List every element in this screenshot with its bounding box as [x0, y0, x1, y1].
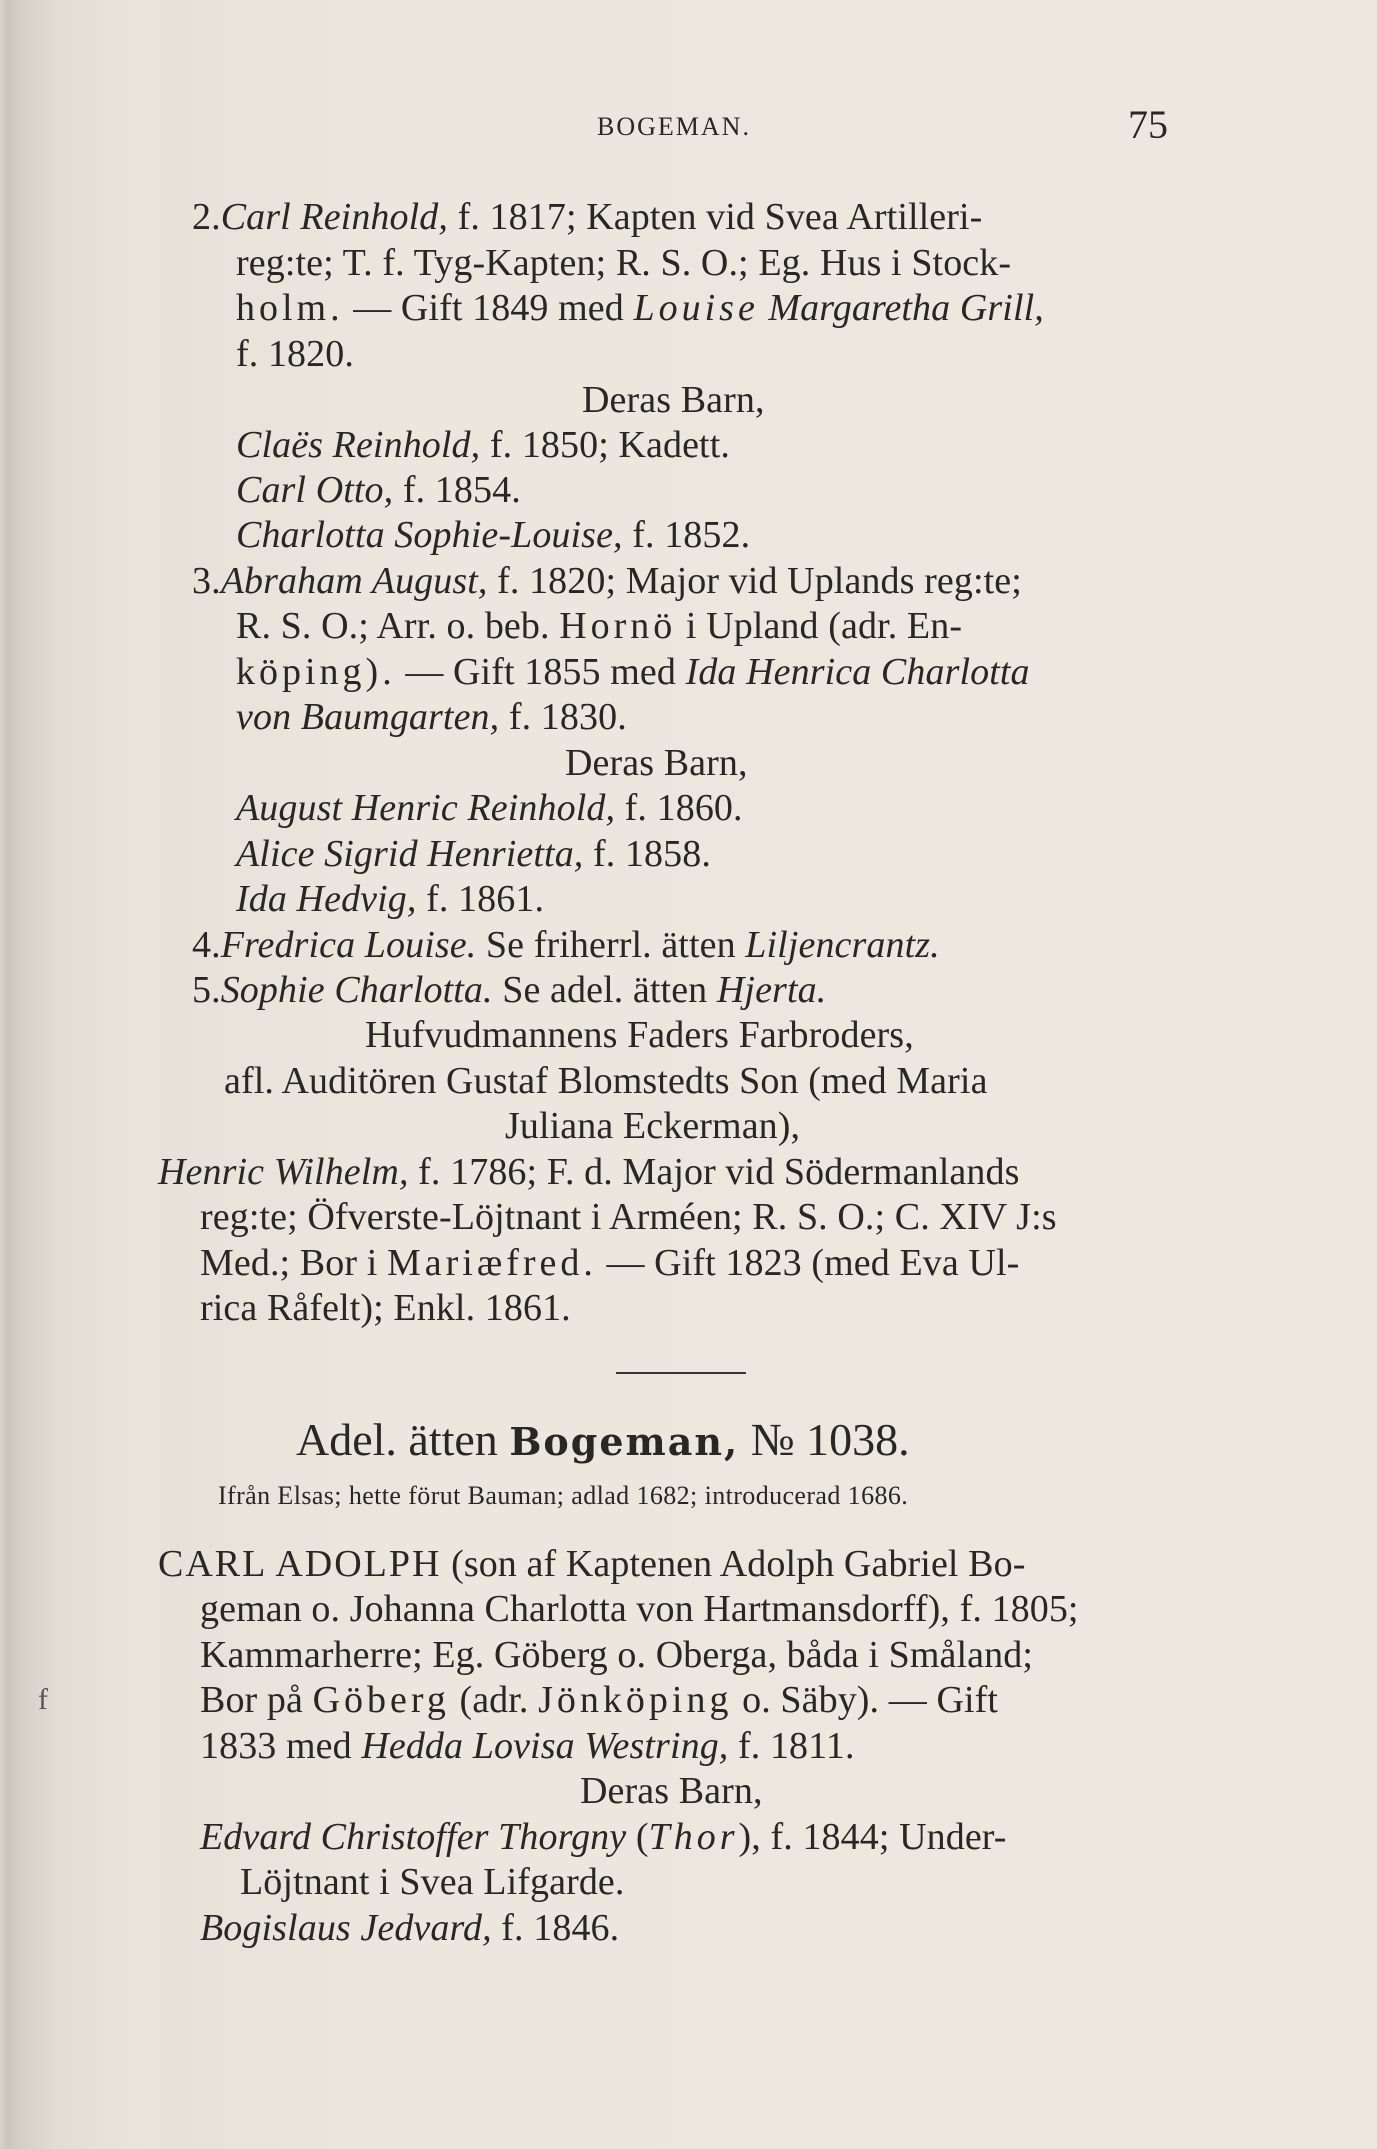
entry-4: 4.Fredrica Louise. Se friherrl. ätten Liljencrantz. [192, 924, 940, 966]
entry-3-line-1: 3.Abraham August, f. 1820; Major vid Uplands reg:te; [192, 560, 1022, 602]
carl-line-4: Bor på Göberg (adr. Jönköping o. Säby). — Gift [200, 1679, 999, 1721]
child-line: Claës Reinhold, f. 1850; Kadett. [236, 424, 730, 466]
child-line: Ida Hedvig, f. 1861. [236, 878, 545, 920]
entry-5: 5.Sophie Charlotta. Se adel. ätten Hjerta. [192, 969, 827, 1011]
child-line: Bogislaus Jedvard, f. 1846. [200, 1907, 620, 1949]
entry-3-line-2: R. S. O.; Arr. o. beb. Hornö i Upland (adr. En- [236, 605, 963, 647]
hufvud-line-7: rica Råfelt); Enkl. 1861. [200, 1287, 571, 1329]
hufvud-line-4: Henric Wilhelm, f. 1786; F. d. Major vid Södermanlands [158, 1151, 1020, 1193]
carl-line-5: 1833 med Hedda Lovisa Westring, f. 1811. [200, 1725, 855, 1767]
carl-line-3: Kammarherre; Eg. Göberg o. Oberga, båda i Småland; [200, 1634, 1034, 1676]
entry-2-line-2: reg:te; T. f. Tyg-Kapten; R. S. O.; Eg. Hus i Stock- [236, 242, 1012, 284]
entry-3-line-3: köping). — Gift 1855 med Ida Henrica Charlotta [236, 651, 1030, 693]
barn-heading-1: Deras Barn, [582, 379, 765, 421]
hufvud-line-6: Med.; Bor i Mariæfred. — Gift 1823 (med Eva Ul- [200, 1242, 1020, 1284]
carl-line-2: geman o. Johanna Charlotta von Hartmansdorff), f. 1805; [200, 1588, 1079, 1630]
child-line: Alice Sigrid Henrietta, f. 1858. [236, 833, 711, 875]
section-title: Adel. ätten Bogeman, № 1038. [296, 1414, 910, 1465]
hufvud-line-1: Hufvudmannens Faders Farbroders, [365, 1014, 914, 1056]
page-number: 75 [1128, 102, 1168, 147]
barn-heading-2: Deras Barn, [565, 742, 748, 784]
hufvud-line-3: Juliana Eckerman), [505, 1105, 801, 1147]
entry-2-line-4: f. 1820. [236, 333, 354, 375]
entry-3-line-4: von Baumgarten, f. 1830. [236, 696, 627, 738]
hufvud-line-2: afl. Auditören Gustaf Blomstedts Son (med Maria [224, 1060, 988, 1102]
child-line-continuation: Löjtnant i Svea Lifgarde. [240, 1861, 625, 1903]
hufvud-line-5: reg:te; Öfverste-Löjtnant i Arméen; R. S. O.; C. XIV J:s [200, 1196, 1057, 1238]
book-spine-shadow [0, 0, 160, 2149]
margin-mark: f [38, 1683, 49, 1716]
entry-number: 2. [192, 196, 221, 238]
child-line: Edvard Christoffer Thorgny (Thor), f. 1844; Under- [200, 1816, 1007, 1858]
entry-2-line-3: holm. — Gift 1849 med Louise Margaretha Grill, [236, 287, 1044, 329]
child-line: Carl Otto, f. 1854. [236, 469, 521, 511]
entry-name: Carl Reinhold, [220, 196, 448, 238]
child-line: Charlotta Sophie-Louise, f. 1852. [236, 514, 751, 556]
section-divider [616, 1372, 746, 1374]
section-subtitle: Ifrån Elsas; hette förut Bauman; adlad 1682; introducerad 1686. [218, 1481, 909, 1510]
child-line: August Henric Reinhold, f. 1860. [236, 787, 743, 829]
entry-2-line-1: 2.Carl Reinhold, f. 1817; Kapten vid Svea Artilleri- [192, 196, 983, 238]
barn-heading-3: Deras Barn, [580, 1770, 763, 1812]
running-head: BOGEMAN. [597, 112, 751, 141]
carl-line-1: CARL ADOLPH (son af Kaptenen Adolph Gabriel Bo- [158, 1543, 1026, 1585]
